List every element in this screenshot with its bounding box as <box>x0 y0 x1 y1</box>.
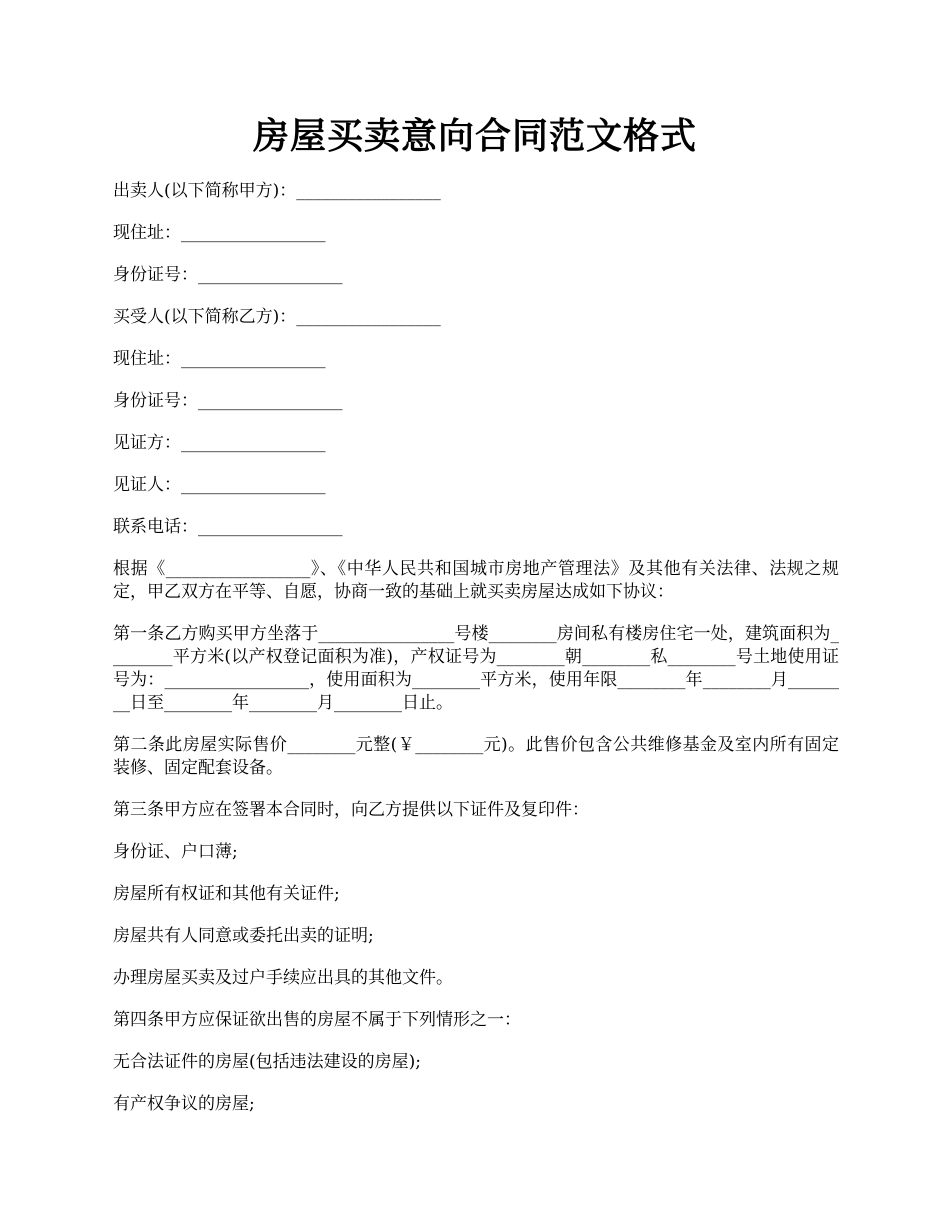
article-3-item-1: 身份证、户口薄; <box>113 842 238 862</box>
article-1-paragraph: 第一条乙方购买甲方坐落于________________号楼________房间私有楼房住宅一处，建筑面积为________平方米(以产权登记面积为准)，产权证号为________朝________私________号土地使用证号为：_________________，使用面积为________平方米，使用年限________年________月________日至________年________月________日止。 <box>113 624 839 713</box>
article-3-item-3: 房屋共有人同意或委托出卖的证明; <box>113 926 374 946</box>
seller-address-field: 现住址：_________________ <box>113 223 326 243</box>
article-4-item-1: 无合法证件的房屋(包括违法建设的房屋); <box>113 1052 421 1072</box>
article-2-paragraph: 第二条此房屋实际售价________元整(￥________元)。此售价包含公共维修基金及室内所有固定装修、固定配套设备。 <box>113 735 839 778</box>
document-title: 房屋买卖意向合同范文格式 <box>252 115 697 157</box>
buyer-field: 买受人(以下简称乙方)：_________________ <box>113 307 441 327</box>
witness-party-field: 见证方：_________________ <box>113 433 326 453</box>
buyer-id-field: 身份证号：_________________ <box>113 391 343 411</box>
article-3-paragraph: 第三条甲方应在签署本合同时，向乙方提供以下证件及复印件： <box>113 800 589 820</box>
article-3-item-4: 办理房屋买卖及过户手续应出具的其他文件。 <box>113 968 453 988</box>
buyer-address-field: 现住址：_________________ <box>113 349 326 369</box>
witness-person-field: 见证人：_________________ <box>113 475 326 495</box>
document-body <box>113 180 839 1135</box>
article-4-item-2: 有产权争议的房屋; <box>113 1094 255 1114</box>
seller-field: 出卖人(以下简称甲方)：_________________ <box>113 181 441 201</box>
article-4-paragraph: 第四条甲方应保证欲出售的房屋不属于下列情形之一： <box>113 1010 521 1030</box>
preamble-paragraph: 根据《_________________》、《中华人民共和国城市房地产管理法》及其他有关法律、法规之规定，甲乙双方在平等、自愿，协商一致的基础上就买卖房屋达成如下协议： <box>113 559 839 602</box>
contact-phone-field: 联系电话：_________________ <box>113 517 343 537</box>
seller-id-field: 身份证号：_________________ <box>113 265 343 285</box>
article-3-item-2: 房屋所有权证和其他有关证件; <box>113 884 340 904</box>
